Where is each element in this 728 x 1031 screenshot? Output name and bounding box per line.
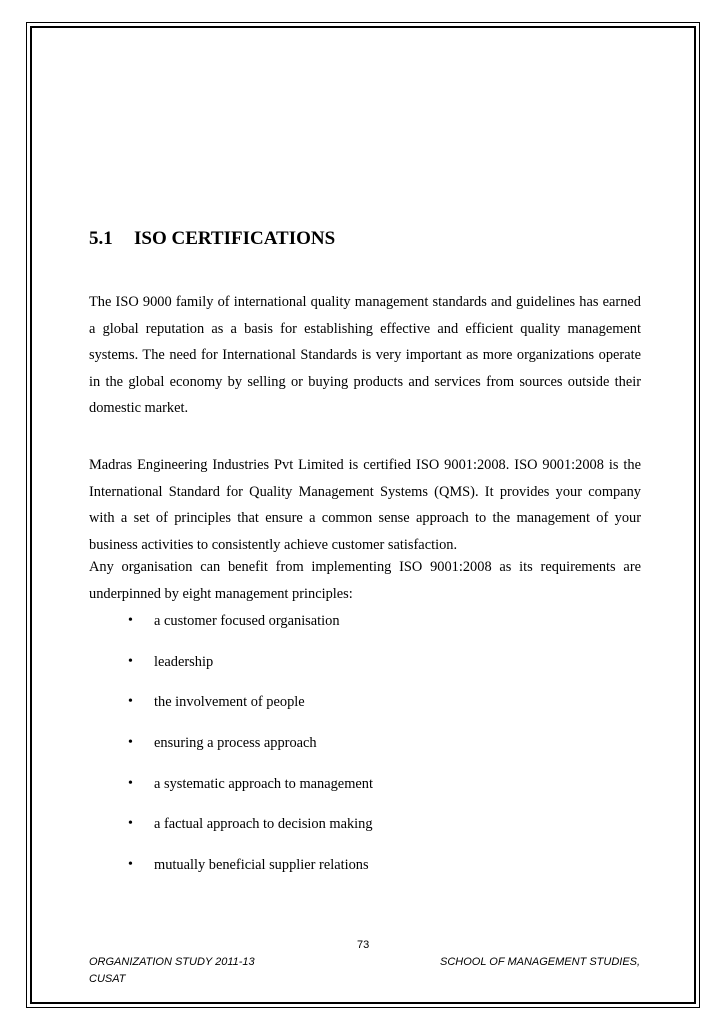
section-title: ISO CERTIFICATIONS [134,228,336,249]
bullet-icon: • [128,653,133,669]
page-number: 73 [357,939,370,951]
footer-institution-label: CUSAT [89,973,126,985]
bullet-icon: • [128,735,133,751]
list-item: • a systematic approach to management [89,771,641,812]
bullet-icon: • [128,816,133,832]
bullet-icon: • [128,857,133,873]
list-item: • mutually beneficial supplier relations [89,852,641,893]
paragraph-certification: Madras Engineering Industries Pvt Limited is certified ISO 9001:2008. ISO 9001:2008 is the International Standard for Quality Management Systems (QMS). It provides your company with a set of principles that ensure a common sense approach to the management of your business activities to consistently achieve customer satisfaction. [89,457,641,553]
bullet-icon: • [128,613,133,628]
footer-study-label: ORGANIZATION STUDY 2011-13 [89,956,255,968]
list-item: • ensuring a process approach [89,730,641,771]
bullet-icon: • [128,775,133,791]
footer-school-label: SCHOOL OF MANAGEMENT STUDIES, [440,956,641,968]
paragraph-principles-intro: Any organisation can benefit from implementing ISO 9001:2008 as its requirements are underpinned by eight management principles: [89,559,641,602]
section-heading [89,228,335,250]
list-item: • a factual approach to decision making [89,811,641,852]
list-item: • the involvement of people [89,689,641,730]
principles-list [89,608,641,893]
section-number: 5.1 [89,228,113,249]
list-item: • leadership [89,649,641,690]
bullet-icon: • [128,694,133,710]
paragraph-iso-9000-family: The ISO 9000 family of international quality management standards and guidelines has earned a global reputation as a basis for establishing effective and efficient quality management systems. The need for International Standards is very important as more organizations operate in the global economy by selling or buying products and services from sources outside their domestic market. [89,294,641,416]
list-item: • a customer focused organisation [89,608,641,649]
